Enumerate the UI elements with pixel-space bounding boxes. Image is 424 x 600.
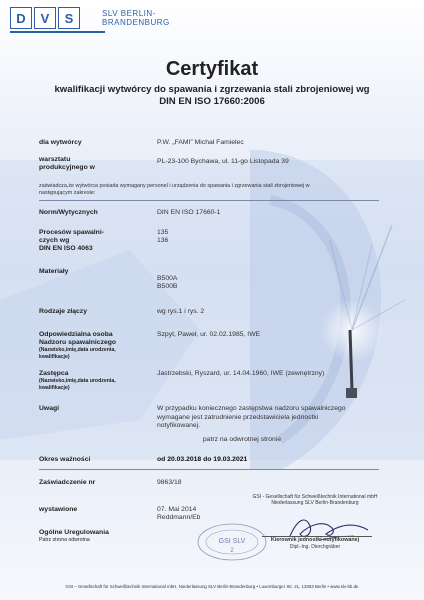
- process-135: 135: [157, 229, 169, 236]
- page-title: Certyfikat: [165, 58, 259, 80]
- processes-label-line2: czych wg: [39, 237, 70, 244]
- remarks-label: Uwagi: [39, 405, 60, 412]
- materials-label: Materiały: [39, 268, 69, 275]
- supervisor-label-small1: (Nazwisko,imię,data urodzenia,: [39, 347, 116, 353]
- logo-underline: [10, 31, 105, 33]
- issued-value: [157, 506, 200, 522]
- general-rules-small: Patrz strona odwrotna: [39, 537, 90, 543]
- workshop-label-line1: warsztatu: [39, 156, 71, 163]
- declaration-line1: zaświadcza,że wytwórca posiada wymagany personel i urządzenia do spawania i zgrzewania stali zbrojeniowej w: [39, 183, 310, 189]
- validity-label: Okres ważności: [39, 456, 91, 463]
- deputy-value: Jastrzebski, Ryszard, ur. 14.04.1960, IWE (zewnętrzny): [157, 370, 325, 377]
- remarks-value: [157, 405, 346, 431]
- workshop-value: PL-23-100 Bychawa, ul. 11-go Listopada 39: [157, 158, 289, 165]
- subtitle-line2: DIN EN ISO 17660:2006: [159, 96, 265, 107]
- stamp-number: 2: [230, 548, 234, 554]
- norm-value: DIN EN ISO 17660-1: [157, 209, 221, 216]
- manufacturer-label: dla wytwórcy: [39, 139, 82, 146]
- processes-value: [157, 229, 168, 245]
- supervisor-label-small2: kwalifikacje): [39, 353, 70, 360]
- declaration-line2: następującym zakresie:: [39, 190, 96, 196]
- gsi-line2: Niederlassung SLV Berlin-Brandenburg: [271, 500, 359, 507]
- material-b500b: B500B: [157, 283, 178, 290]
- remarks-line2: wymagane jest zatrudnienie przedstawiciela jednostki: [157, 413, 319, 421]
- issued-place: Reddmann/Eb: [157, 514, 201, 521]
- certificate-number-label: Zaświadczenie nr: [39, 479, 96, 486]
- head-of-notified-body: Kierownik jednostki notyfikowanej: [270, 537, 360, 543]
- signature-line: [262, 536, 372, 537]
- deputy-label-small1: (Nazwisko,imię,data urodzenia,: [39, 378, 116, 384]
- see-reverse-note: patrz na odwrotnej stronie: [202, 436, 282, 443]
- supervisor-label-line2: Nadzoru spawalniczego: [39, 339, 117, 346]
- divider-top: [39, 200, 379, 201]
- divider-bottom: [39, 469, 379, 470]
- gsi-issuer: [225, 494, 405, 507]
- issued-label: wystawione: [39, 506, 78, 513]
- deputy-label: [39, 370, 116, 391]
- processes-label-line3: DIN EN ISO 4063: [39, 245, 93, 252]
- deputy-label-small2: kwalifikacje): [39, 384, 70, 391]
- manufacturer-value: P.W. „FAMI” Michał Famielec: [157, 139, 244, 146]
- page-footer: GSI – Gesellschaft für Schweißtechnik International mbH, Niederlassung SLV Berlin-Brandenburg • Luxemburger Str. 21, 13353 Berlin • www.slv-bb.de: [65, 584, 359, 589]
- workshop-label-line2: produkcyjnego w: [39, 164, 95, 171]
- norm-label: Norm/Wytycznych: [39, 209, 98, 216]
- workshop-label: [39, 156, 95, 172]
- general-rules-main: Ogólne Uregulowania: [39, 529, 109, 536]
- supervisor-label-line1: Odpowiedzialna osoba: [39, 331, 113, 338]
- logo-line1: SLV BERLIN-: [102, 9, 156, 18]
- certificate-number-value: 9863/18: [157, 479, 182, 486]
- supervisor-label: [39, 331, 116, 360]
- general-rules-label: [39, 529, 109, 544]
- declaration-text: [39, 183, 379, 197]
- processes-label: [39, 229, 104, 253]
- materials-value: [157, 275, 177, 291]
- issued-date: 07. Mai 2014: [157, 506, 197, 513]
- deputy-label-main: Zastępca: [39, 370, 69, 377]
- processes-label-line1: Procesów spawalni-: [39, 229, 104, 236]
- logo-text: [102, 9, 170, 27]
- page-subtitle: [20, 84, 404, 108]
- logo-letter-d: D: [10, 7, 32, 29]
- material-b500a: B500A: [157, 275, 178, 282]
- process-136: 136: [157, 237, 169, 244]
- subtitle-line1: kwalifikacji wytwórcy do spawania i zgrzewania stali zbrojeniowej wg: [54, 84, 370, 95]
- validity-value: od 20.03.2018 do 19.03.2021: [157, 456, 248, 463]
- gsi-line1: GSI - Gesellschaft für Schweißtechnik International mbH: [252, 494, 378, 500]
- remarks-line1: W przypadku koniecznego zastępstwa nadzoru spawalniczego: [157, 405, 346, 412]
- logo-letter-s: S: [58, 7, 80, 29]
- remarks-line3: notyfikowanej.: [157, 422, 201, 430]
- signatory-name: Dipl.-Ing. Dierchgräber: [289, 544, 341, 550]
- supervisor-value: Szpyt, Paweł, ur. 02.02.1985, IWE: [157, 331, 261, 338]
- logo-letter-v: V: [34, 7, 56, 29]
- joint-types-value: wg rys.1 i rys. 2: [157, 308, 205, 315]
- joint-types-label: Rodzaje złączy: [39, 308, 87, 315]
- stamp-text: GSI SLV: [218, 538, 246, 545]
- logo-line2: BRANDENBURG: [102, 18, 170, 27]
